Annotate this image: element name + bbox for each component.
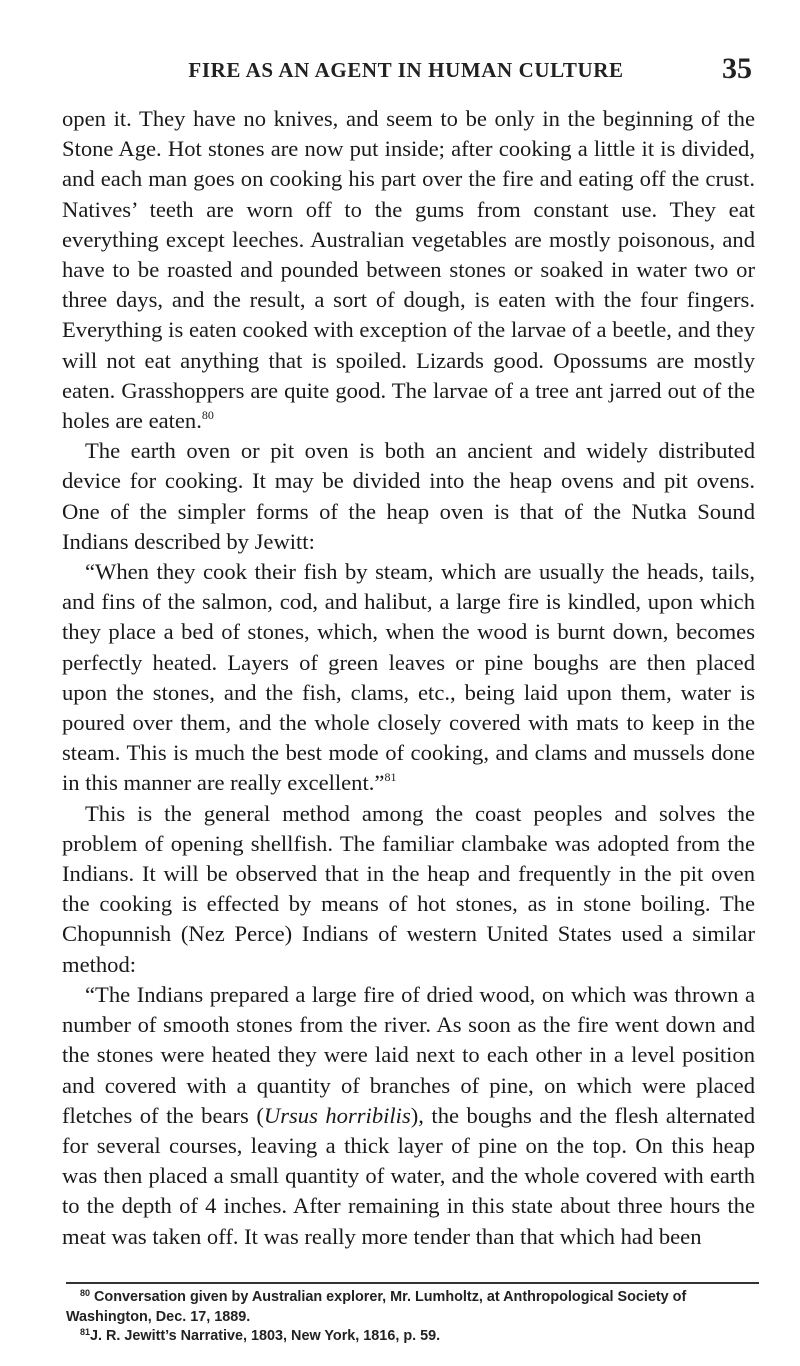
footnote-number: 80	[80, 1288, 91, 1298]
footnote-80	[66, 1288, 759, 1327]
quote-chopunnish-text-after: ), the boughs and the flesh alternated for several courses, leaving a thick layer of pine on the top. On this heap was then placed a small quantity of water, and the whole covered with earth to the depth of 4 inches. After remaining in this state about three hours the meat was taken off. It was really more tender than that which had been	[62, 1102, 755, 1249]
quote-jewitt-text: “When they cook their fish by steam, which are usually the heads, tails, and fins of the salmon, cod, and halibut, a large fire is kindled, upon which they place a bed of stones, which, when the wood is burnt down, becomes perfectly heated. Layers of green leaves or pine boughs are then placed upon the stones, and the fish, clams, etc., being laid upon them, water is poured over them, and the whole closely covered with mats to keep in the steam. This is much the best mode of cooking, and clams and mussels done in this manner are really excellent.”	[62, 559, 755, 796]
footnote-divider	[66, 1282, 759, 1284]
paragraph-1	[62, 104, 755, 436]
page-header	[60, 52, 752, 92]
block-quote-jewitt	[62, 557, 755, 799]
body-text	[62, 104, 755, 1252]
page-number: 35	[722, 52, 752, 85]
footnote-text: Conversation given by Australian explorer, Mr. Lumholtz, at Anthropological Society of Washington, Dec. 17, 1889.	[66, 1289, 687, 1325]
footnote-ref-81: 81	[384, 770, 397, 785]
footnote-text: J. R. Jewitt’s Narrative, 1803, New York, 1816, p. 59.	[90, 1328, 441, 1344]
footnote-ref-80: 80	[201, 408, 214, 423]
footnotes	[66, 1288, 759, 1347]
paragraph-4-text: This is the general method among the coast peoples and solves the problem of opening shellfish. The familiar clambake was adopted from the Indians. It will be observed that in the heap and frequently in the pit oven the cooking is effected by means of hot stones, as in stone boiling. The Chopunnish (Nez Perce) Indians of western United States used a similar method:	[62, 800, 755, 977]
paragraph-4	[62, 799, 755, 980]
paragraph-2	[62, 436, 755, 557]
paragraph-2-text: The earth oven or pit oven is both an ancient and widely distributed device for cooking. It may be divided into the heap ovens and pit ovens. One of the simpler forms of the heap oven is that of the Nutka Sound Indians described by Jewitt:	[62, 438, 755, 554]
footnote-number: 81	[80, 1327, 91, 1337]
species-name: Ursus horribilis	[263, 1102, 411, 1128]
paragraph-1-text: open it. They have no knives, and seem to be only in the beginning of the Stone Age. Hot stones are now put inside; after cooking a little it is divided, and each man goes on cooking his part over the fire and eating off the crust. Natives’ teeth are worn off to the gums from constant use. They eat everything except leeches. Australian vegetables are mostly poisonous, and have to be roasted and pounded between stones or soaked in water two or three days, and the result, a sort of dough, is eaten with the four fingers. Everything is eaten cooked with exception of the larvae of a beetle, and they will not eat anything that is spoiled. Lizards good. Opossums are mostly eaten. Grasshoppers are quite good. The larvae of a tree ant jarred out of the holes are eaten.	[62, 106, 755, 434]
block-quote-chopunnish	[62, 980, 755, 1252]
running-head: FIRE AS AN AGENT IN HUMAN CULTURE	[188, 58, 624, 82]
footnote-81	[66, 1327, 759, 1347]
quote-chopunnish-text-before: “The Indians prepared a large fire of dried wood, on which was thrown a number of smooth stones from the river. As soon as the fire went down and the stones were heated they were laid next to each other in a level position and covered with a quantity of branches of pine, on which were placed fletches of the bears (	[62, 981, 755, 1128]
